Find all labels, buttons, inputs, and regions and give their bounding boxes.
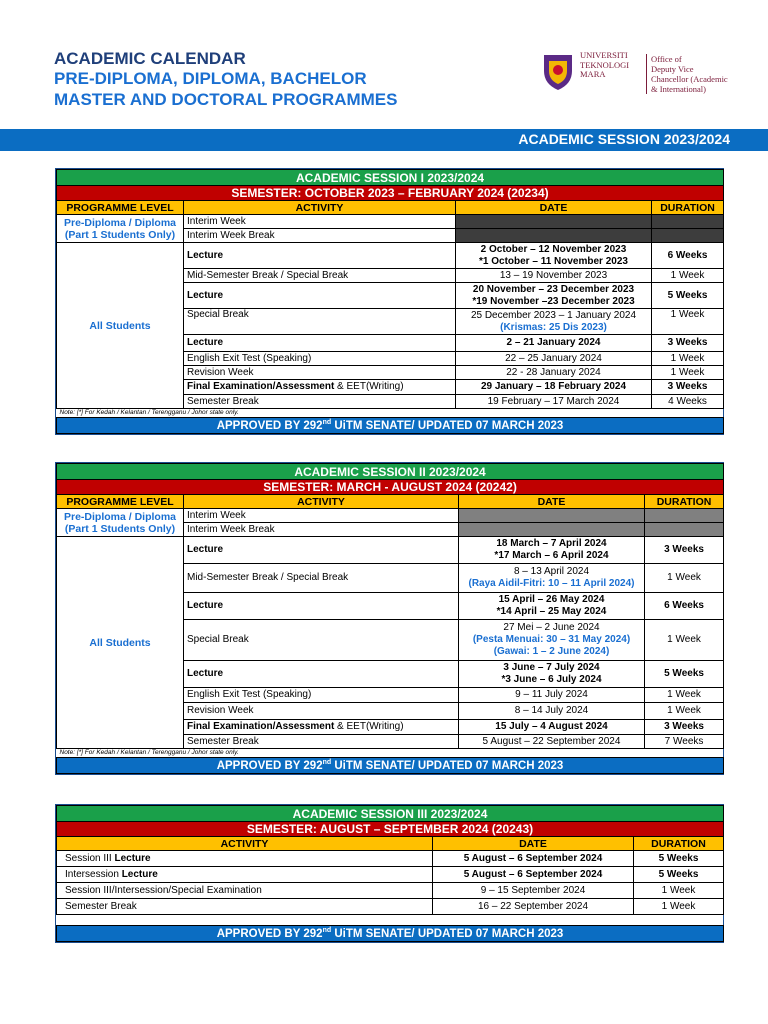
duration-cell: 1 Week [634,883,724,899]
footnote: Note: [*] For Kedah / Kelantan / Terengganu / Johor state only. [59,409,239,416]
programme-subtitle-1: PRE-DIPLOMA, DIPLOMA, BACHELOR [54,69,367,88]
date-cell: 22 - 28 January 2024 [456,366,652,380]
activity-cell: Lecture [184,335,456,352]
date-cell: 22 – 25 January 2024 [456,352,652,366]
activity-cell: Lecture [184,661,459,688]
date-cell: 19 February – 17 March 2024 [456,395,652,409]
duration-cell: 1 Week [645,688,724,703]
table-row [57,851,724,867]
table-row [57,867,724,883]
date-cell: 5 August – 6 September 2024 [433,867,634,883]
duration-cell: 1 Week [645,620,724,661]
logo-office-line-3: Chancellor (Academic [651,74,728,84]
activity-cell: Semester Break [184,395,456,409]
date-cell: 13 – 19 November 2023 [456,269,652,283]
session-2-table [55,462,724,775]
session-1-table [55,168,724,435]
activity-cell: Lecture [184,593,459,620]
date-cell: 5 August – 6 September 2024 [433,851,634,867]
programme-subtitle-2: MASTER AND DOCTORAL PROGRAMMES [54,90,398,109]
activity-cell: Final Examination/Assessment & EET(Writing) [184,380,456,395]
session-banner-text: ACADEMIC SESSION 2023/2024 [518,131,730,147]
col-duration: DURATION [652,201,724,215]
activity-cell: Lecture [184,243,456,269]
activity-cell: English Exit Test (Speaking) [184,352,456,366]
date-cell-shaded [456,229,652,243]
duration-cell-shaded [645,509,724,523]
date-cell: 2 October – 12 November 2023 *1 October – 11 November 2023 [456,243,652,269]
duration-cell-shaded [645,523,724,537]
duration-cell: 6 Weeks [645,593,724,620]
session-3-semester: SEMESTER: AUGUST – SEPTEMBER 2024 (20243) [57,822,724,837]
date-cell: 2 – 21 January 2024 [456,335,652,352]
session-3-table [55,804,724,943]
activity-cell: Semester Break [184,735,459,749]
duration-cell: 1 Week [634,899,724,915]
col-activity: ACTIVITY [184,201,456,215]
activity-cell: Revision Week [184,366,456,380]
footnote: Note: [*] For Kedah / Kelantan / Terengganu / Johor state only. [59,749,239,756]
duration-cell: 1 Week [652,269,724,283]
col-programme-level: PROGRAMME LEVEL [57,201,184,215]
logo-univ-line-1: UNIVERSITI [580,50,628,60]
duration-cell: 1 Week [652,366,724,380]
activity-cell: Final Examination/Assessment & EET(Writing) [184,720,459,735]
approval-banner: APPROVED BY 292nd UiTM SENATE/ UPDATED 07 MARCH 2023 [57,926,724,942]
activity-cell: English Exit Test (Speaking) [184,688,459,703]
duration-cell: 1 Week [645,564,724,593]
date-cell: 16 – 22 September 2024 [433,899,634,915]
table-row [57,509,724,523]
date-cell: 15 April – 26 May 2024 *14 April – 25 May 2024 [459,593,645,620]
level-all-students: All Students [57,243,184,409]
duration-cell: 5 Weeks [645,661,724,688]
session-banner [0,129,768,151]
date-cell-shaded [459,509,645,523]
date-cell: 18 March – 7 April 2024 *17 March – 6 April 2024 [459,537,645,564]
duration-cell: 5 Weeks [634,867,724,883]
table-row [57,537,724,564]
date-cell: 27 Mei – 2 June 2024 (Pesta Menuai: 30 – 31 May 2024) (Gawai: 1 – 2 June 2024) [459,620,645,661]
duration-cell: 3 Weeks [645,720,724,735]
activity-cell: Lecture [184,283,456,309]
date-cell-shaded [456,215,652,229]
duration-cell-shaded [652,215,724,229]
activity-cell: Session III Lecture [57,851,433,867]
col-date: DATE [433,837,634,851]
duration-cell: 3 Weeks [652,380,724,395]
logo-office-line-2: Deputy Vice [651,64,694,74]
level-pre-diploma: Pre-Diploma / Diploma (Part 1 Students Only) [57,509,184,537]
table-row [57,215,724,229]
date-cell: 9 – 11 July 2024 [459,688,645,703]
col-programme-level: PROGRAMME LEVEL [57,495,184,509]
table-row [57,883,724,899]
activity-cell: Interim Week Break [184,229,456,243]
duration-cell: 4 Weeks [652,395,724,409]
duration-cell: 3 Weeks [645,537,724,564]
uitm-crest-icon [540,51,576,91]
activity-cell: Special Break [184,620,459,661]
duration-cell: 5 Weeks [634,851,724,867]
date-cell: 25 December 2023 – 1 January 2024 (Krismas: 25 Dis 2023) [456,309,652,335]
activity-cell: Interim Week [184,215,456,229]
activity-cell: Interim Week [184,509,459,523]
page-title: ACADEMIC CALENDAR [54,49,246,68]
approval-banner: APPROVED BY 292nd UiTM SENATE/ UPDATED 07 MARCH 2023 [57,758,724,774]
logo-univ-line-3: MARA [580,69,606,79]
date-cell: 15 July – 4 August 2024 [459,720,645,735]
activity-cell: Mid-Semester Break / Special Break [184,564,459,593]
date-cell: 5 August – 22 September 2024 [459,735,645,749]
date-cell: 9 – 15 September 2024 [433,883,634,899]
date-cell: 8 – 13 April 2024 (Raya Aidil-Fitri: 10 – 11 April 2024) [459,564,645,593]
activity-cell: Intersession Lecture [57,867,433,883]
duration-cell: 1 Week [652,309,724,335]
approval-banner: APPROVED BY 292nd UiTM SENATE/ UPDATED 07 MARCH 2023 [57,418,724,434]
date-cell-shaded [459,523,645,537]
col-date: DATE [459,495,645,509]
session-2-title: ACADEMIC SESSION II 2023/2024 [57,464,724,480]
table-row [57,243,724,269]
duration-cell: 7 Weeks [645,735,724,749]
session-2-semester: SEMESTER: MARCH - AUGUST 2024 (20242) [57,480,724,495]
activity-cell: Semester Break [57,899,433,915]
date-cell: 29 January – 18 February 2024 [456,380,652,395]
session-1-title: ACADEMIC SESSION I 2023/2024 [57,170,724,186]
level-all-students: All Students [57,537,184,749]
activity-cell: Interim Week Break [184,523,459,537]
date-cell: 20 November – 23 December 2023 *19 November –23 December 2023 [456,283,652,309]
table-row [57,899,724,915]
activity-cell: Mid-Semester Break / Special Break [184,269,456,283]
duration-cell: 5 Weeks [652,283,724,309]
duration-cell: 1 Week [645,703,724,720]
activity-cell: Revision Week [184,703,459,720]
logo-office-line-1: Office of [651,54,682,64]
col-duration: DURATION [634,837,724,851]
logo-office-line-4: & International) [651,84,706,94]
col-activity: ACTIVITY [57,837,433,851]
date-cell: 8 – 14 July 2024 [459,703,645,720]
session-1-semester: SEMESTER: OCTOBER 2023 – FEBRUARY 2024 (20234) [57,186,724,201]
duration-cell: 6 Weeks [652,243,724,269]
logo-univ-line-2: TEKNOLOGI [580,59,630,70]
col-activity: ACTIVITY [184,495,459,509]
duration-cell: 1 Week [652,352,724,366]
session-3-title: ACADEMIC SESSION III 2023/2024 [57,806,724,822]
col-duration: DURATION [645,495,724,509]
date-cell: 3 June – 7 July 2024 *3 June – 6 July 2024 [459,661,645,688]
uitm-logo [540,51,750,97]
spacer-row [57,915,724,926]
activity-cell: Session III/Intersession/Special Examination [57,883,433,899]
level-pre-diploma: Pre-Diploma / Diploma (Part 1 Students Only) [57,215,184,243]
col-date: DATE [456,201,652,215]
duration-cell: 3 Weeks [652,335,724,352]
duration-cell-shaded [652,229,724,243]
activity-cell: Lecture [184,537,459,564]
activity-cell: Special Break [184,309,456,335]
